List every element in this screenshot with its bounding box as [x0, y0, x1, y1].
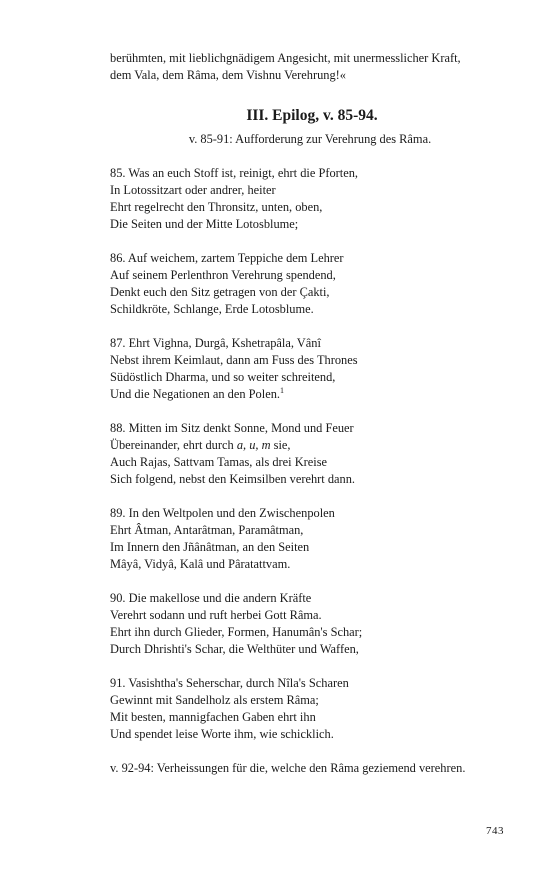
stanza-87	[110, 335, 510, 403]
stanza-90	[110, 590, 510, 658]
section-heading: III. Epilog, v. 85-94.	[246, 107, 378, 124]
verse-line: Nebst ihrem Keimlaut, dann am Fuss des Thrones	[110, 353, 358, 367]
intro-line: dem Vala, dem Râma, dem Vishnu Verehrung!«	[110, 68, 347, 82]
verse-line: Die Seiten und der Mitte Lotosblume;	[110, 217, 299, 231]
stanza-88	[110, 420, 510, 488]
verse-line: Denkt euch den Sitz getragen von der Çakti,	[110, 285, 330, 299]
verse-line: Auf seinem Perlenthron Verehrung spendend,	[110, 268, 336, 282]
verse-line: Mit besten, mannigfachen Gaben ehrt ihn	[110, 710, 316, 724]
verse-line: Mâyâ, Vidyâ, Kalâ und Pâratattvam.	[110, 557, 291, 571]
stanza-89	[110, 505, 510, 573]
intro-line: berühmten, mit lieblichgnädigem Angesicht, mit unermesslicher Kraft,	[110, 51, 461, 65]
verse-line: 85. Was an euch Stoff ist, reinigt, ehrt die Pforten,	[110, 166, 359, 180]
verse-line	[110, 386, 510, 403]
verse-line-text: Und die Negationen an den Polen.	[110, 387, 280, 401]
verse-line: 88. Mitten im Sitz denkt Sonne, Mond und Feuer	[110, 421, 354, 435]
verse-line: Ehrt Âtman, Antarâtman, Paramâtman,	[110, 523, 304, 537]
verse-line	[110, 437, 510, 454]
verse-line: Im Innern den Jñânâtman, an den Seiten	[110, 540, 310, 554]
stanza-86	[110, 250, 510, 318]
verse-line: 86. Auf weichem, zartem Teppiche dem Lehrer	[110, 251, 344, 265]
page-body	[110, 50, 510, 777]
italic-syllables: a, u, m	[236, 438, 271, 452]
verse-line: Durch Dhrishti's Schar, die Welthüter und Waffen,	[110, 642, 359, 656]
verse-line: 90. Die makellose und die andern Kräfte	[110, 591, 312, 605]
verse-line-tail: sie,	[270, 438, 291, 452]
footnote-marker: 1	[279, 386, 284, 395]
verse-line: 89. In den Weltpolen und den Zwischenpolen	[110, 506, 335, 520]
closing-heading: v. 92-94: Verheissungen für die, welche den Râma geziemend verehren.	[110, 761, 466, 775]
section-subheading: v. 85-91: Aufforderung zur Verehrung des Râma.	[188, 132, 432, 146]
verse-line: 91. Vasishtha's Seherschar, durch Nîla's Scharen	[110, 676, 349, 690]
verse-line: Ehrt ihn durch Glieder, Formen, Hanumân's Schar;	[110, 625, 363, 639]
verse-line: Und spendet leise Worte ihm, wie schicklich.	[110, 727, 334, 741]
verse-line: Auch Rajas, Sattvam Tamas, als drei Kreise	[110, 455, 328, 469]
stanza-91	[110, 675, 510, 743]
page-number: 743	[486, 825, 504, 837]
verse-line: 87. Ehrt Vighna, Durgâ, Kshetrapâla, Vânî	[110, 336, 321, 350]
verse-line-text: Übereinander, ehrt durch	[110, 438, 234, 452]
verse-line: In Lotossitzart oder andrer, heiter	[110, 183, 276, 197]
intro-paragraph	[110, 50, 510, 84]
verse-line: Schildkröte, Schlange, Erde Lotosblume.	[110, 302, 314, 316]
verse-line: Gewinnt mit Sandelholz als erstem Râma;	[110, 693, 319, 707]
verse-line: Sich folgend, nebst den Keimsilben verehrt dann.	[110, 472, 355, 486]
verse-line: Ehrt regelrecht den Thronsitz, unten, oben,	[110, 200, 323, 214]
verse-line: Südöstlich Dharma, und so weiter schreitend,	[110, 370, 336, 384]
verse-line: Verehrt sodann und ruft herbei Gott Râma.	[110, 608, 322, 622]
stanza-85	[110, 165, 510, 233]
